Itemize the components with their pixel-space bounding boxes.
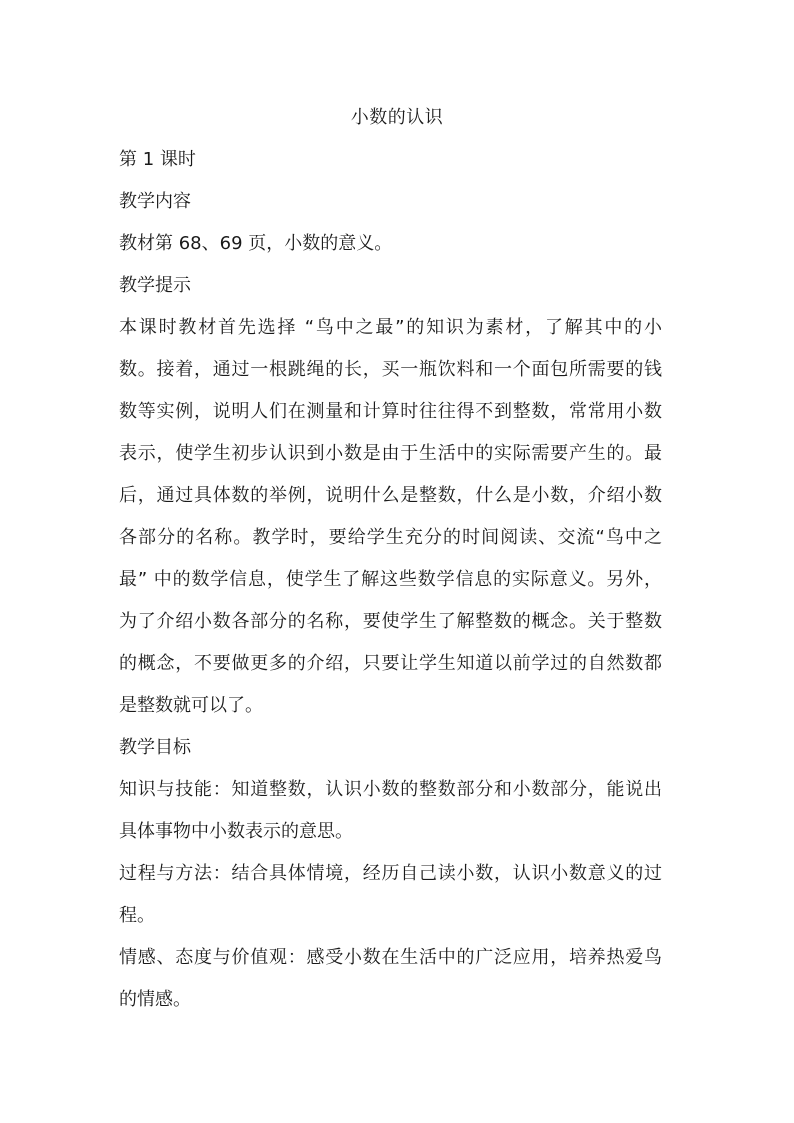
goal-process-line: 过程与方法：结合具体情境，经历自己读小数，认识小数意义的过 xyxy=(119,863,662,884)
lesson-label: 第 1 课时 xyxy=(119,149,196,170)
goal-process-line: 程。 xyxy=(119,905,155,926)
tips-line: 是整数就可以了。 xyxy=(119,695,263,716)
tips-line: 后，通过具体数的举例，说明什么是整数，什么是小数，介绍小数 xyxy=(119,485,662,506)
tips-line: 数。接着，通过一根跳绳的长，买一瓶饮料和一个面包所需要的钱 xyxy=(119,359,662,380)
goal-knowledge-line: 知识与技能：知道整数，认识小数的整数部分和小数部分，能说出 xyxy=(119,779,662,800)
tips-line: 表示，使学生初步认识到小数是由于生活中的实际需要产生的。最 xyxy=(119,443,662,464)
goals-heading: 教学目标 xyxy=(119,737,191,758)
document-title: 小数的认识 xyxy=(350,107,444,128)
tips-heading: 教学提示 xyxy=(119,275,191,296)
content-text: 教材第 68、69 页，小数的意义。 xyxy=(119,233,393,254)
goal-knowledge-line: 具体事物中小数表示的意思。 xyxy=(119,821,353,842)
tips-line: 最” 中的数学信息，使学生了解这些数学信息的实际意义。另外， xyxy=(119,569,662,590)
tips-line: 数等实例，说明人们在测量和计算时往往得不到整数，常常用小数 xyxy=(119,401,662,422)
tips-line: 的概念，不要做更多的介绍，只要让学生知道以前学过的自然数都 xyxy=(119,653,662,674)
goal-attitude-line: 的情感。 xyxy=(119,989,191,1010)
tips-line: 本课时教材首先选择 “鸟中之最”的知识为素材，了解其中的小 xyxy=(119,317,662,338)
goal-attitude-line: 情感、态度与价值观：感受小数在生活中的广泛应用，培养热爱鸟 xyxy=(119,947,662,968)
tips-line: 各部分的名称。教学时，要给学生充分的时间阅读、交流“鸟中之 xyxy=(119,527,662,548)
tips-line: 为了介绍小数各部分的名称，要使学生了解整数的概念。关于整数 xyxy=(119,611,662,632)
content-heading: 教学内容 xyxy=(119,191,191,212)
